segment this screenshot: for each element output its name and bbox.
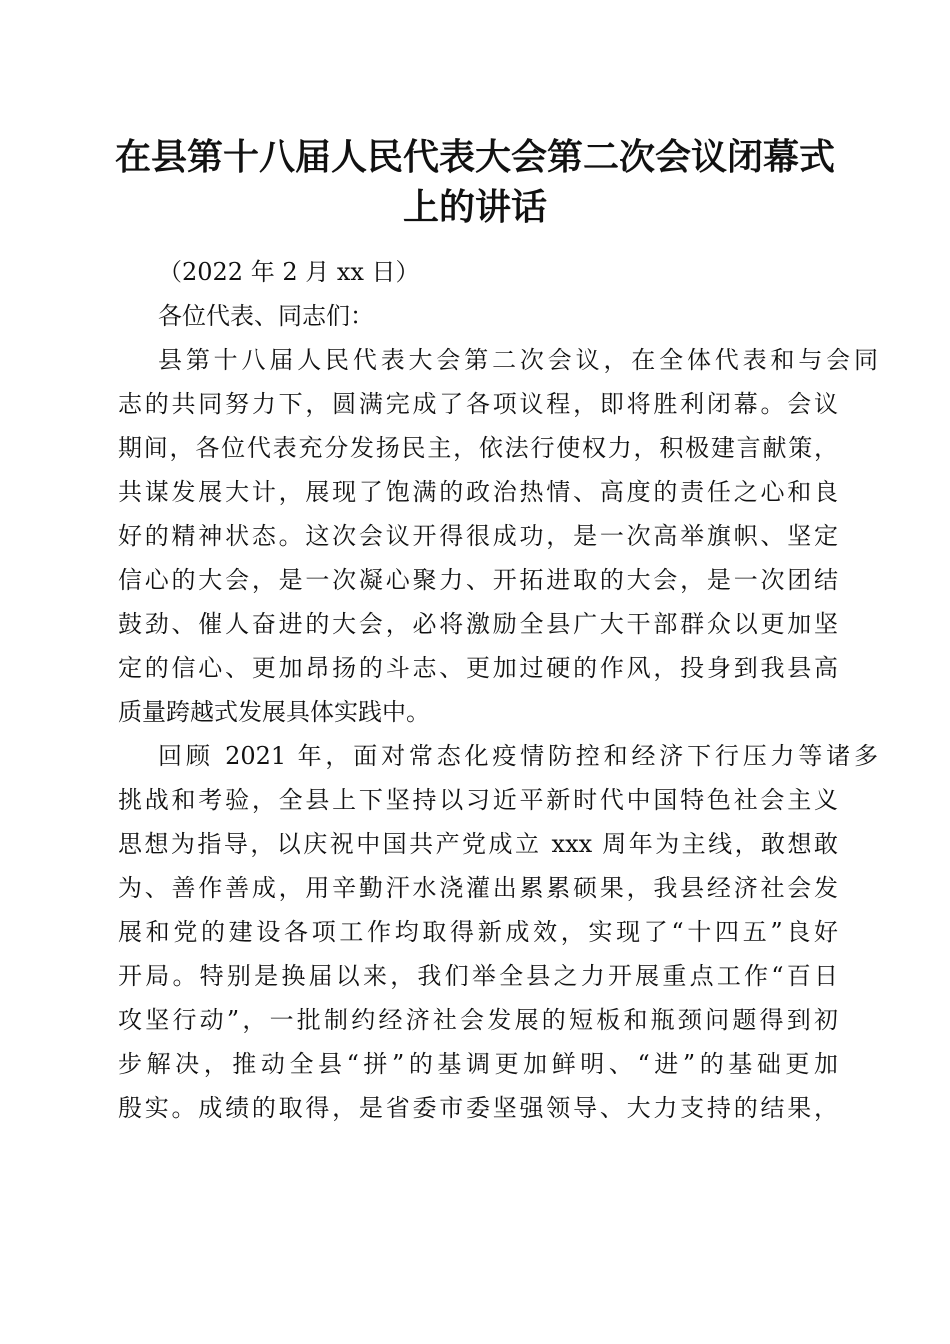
salutation: 各位代表、同志们： (158, 302, 374, 330)
text-line: 共谋发展大计，展现了饱满的政治热情、高度的责任之心和良 (118, 478, 838, 506)
paragraph-2 (118, 734, 878, 1130)
text-line: 质量跨越式发展具体实践中。 (118, 698, 430, 726)
date-line: （2022 年 2 月 xx 日） (158, 258, 420, 286)
text-line: 信心的大会，是一次凝心聚力、开拓进取的大会，是一次团结 (118, 566, 838, 594)
document-body (118, 250, 878, 1130)
text-line: 攻坚行动”，一批制约经济社会发展的短板和瓶颈问题得到初 (118, 1006, 838, 1034)
paragraph-1 (118, 338, 878, 734)
text-line: 县第十八届人民代表大会第二次会议，在全体代表和与会同 (158, 346, 878, 374)
text-line: 开局。特别是换届以来，我们举全县之力开展重点工作“百日 (118, 962, 838, 990)
text-line: 展和党的建设各项工作均取得新成效，实现了“十四五”良好 (118, 918, 838, 946)
title-line-2: 上的讲话 (402, 186, 547, 228)
text-line: 鼓劲、催人奋进的大会，必将激励全县广大干部群众以更加坚 (118, 610, 838, 638)
text-line: 挑战和考验，全县上下坚持以习近平新时代中国特色社会主义 (118, 786, 838, 814)
text-line: 定的信心、更加昂扬的斗志、更加过硬的作风，投身到我县高 (118, 654, 838, 682)
text-line: 回顾 2021 年，面对常态化疫情防控和经济下行压力等诸多 (158, 742, 878, 770)
text-line: 好的精神状态。这次会议开得很成功，是一次高举旗帜、坚定 (118, 522, 838, 550)
text-line: 为、善作善成，用辛勤汗水浇灌出累累硕果，我县经济社会发 (118, 874, 838, 902)
text-line: 思想为指导，以庆祝中国共产党成立 xxx 周年为主线，敢想敢 (118, 830, 838, 858)
text-line: 志的共同努力下，圆满完成了各项议程，即将胜利闭幕。会议 (118, 390, 838, 418)
text-line: 殷实。成绩的取得，是省委市委坚强领导、大力支持的结果， (118, 1094, 838, 1122)
title-line-1: 在县第十八届人民代表大会第二次会议闭幕式 (114, 136, 835, 178)
text-line: 步解决，推动全县“拼”的基调更加鲜明、“进”的基础更加 (118, 1050, 838, 1078)
document-title (100, 132, 850, 232)
text-line: 期间，各位代表充分发扬民主，依法行使权力，积极建言献策， (118, 434, 838, 462)
